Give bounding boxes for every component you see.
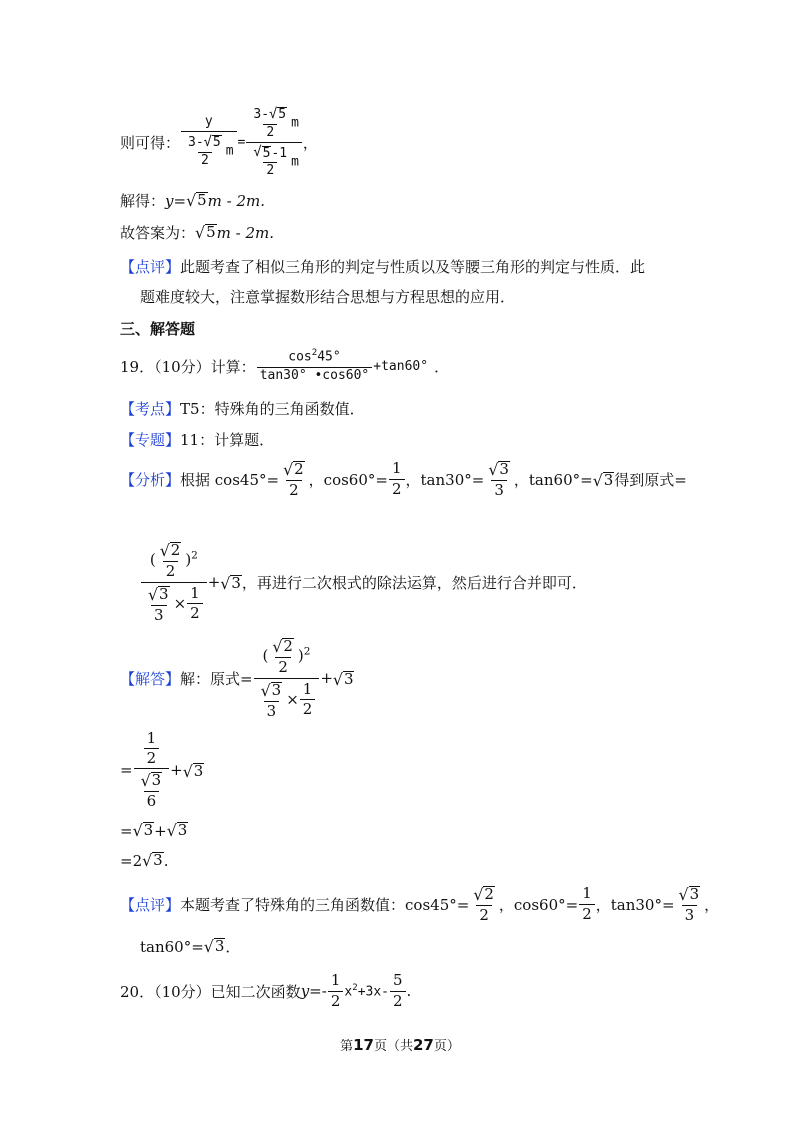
question-19: 19．（10分）计算： $\frac{\cos^245^\circ}{\tan 30^\circ •\cos 60^\circ}$ +tan60° ． bbox=[120, 348, 450, 383]
answer-line: 故答案为： √ 5 m - 2m. bbox=[120, 223, 274, 242]
step-4: =2 √ 3 . bbox=[120, 851, 169, 870]
q19-fraction: $\frac{\cos^245^\circ}{\tan 30^\circ •\cos 60^\circ}$ bbox=[257, 348, 373, 383]
fraction-left-numerator: y bbox=[204, 114, 213, 130]
review-2-line-1: 【点评】 本题考查了特殊角的三角函数值：cos45°= √ 2 2 ，cos60°= $\frac{1}{2}$ ，tan30°= √ 3 3 ， bbox=[120, 884, 720, 924]
step-2: = $\frac{1}{2}$ √ 3 6 + √ 3 bbox=[120, 728, 204, 811]
review-tag: 【点评】 bbox=[120, 258, 181, 276]
zhuanti-line: 【专题】11：计算题． bbox=[120, 431, 275, 449]
sqrt-sign: √ 5 bbox=[186, 191, 207, 210]
fenxi-continuation: ( √ 2 2 )$^2$ √ 3 3 × $\frac{1}{2}$ + √ 3 ，再进行二次根式的除法运算，然后进行合并即可． bbox=[140, 540, 587, 624]
review-2-line-2: tan60°= √ 3 ． bbox=[140, 937, 241, 956]
page-footer: 第17页（共27页） bbox=[340, 1036, 460, 1054]
review-1-line-1: 【点评】此题考查了相似三角形的判定与性质以及等腰三角形的判定与性质．此 bbox=[120, 258, 646, 276]
question-20: 20．（10分）已知二次函数 y = - $\frac{1}{2}$ $x^2+3x-$ $\frac{5}{2}$ . bbox=[120, 971, 412, 1010]
equals-sign: = bbox=[237, 134, 246, 150]
section-title: 三、解答题 bbox=[120, 320, 196, 338]
fenxi-line: 【分析】 根据 cos45°= √ 2 2 ，cos60°= $\frac{1}{2}$ ，tan30°= √ 3 3 ，tan60°= √ 3 得到原式= bbox=[120, 459, 687, 499]
page-total: 27 bbox=[413, 1036, 434, 1054]
line1-prefix: 则可得： bbox=[120, 133, 181, 152]
compound-fraction: ( √ 2 2 )$^2$ √ 3 3 × $\frac{1}{2}$ bbox=[141, 540, 207, 624]
fraction-right: 3- √ 5 2 m √ 5 -1 2 m bbox=[246, 105, 302, 180]
kaodian-line: 【考点】T5：特殊角的三角函数值． bbox=[120, 400, 365, 418]
jieda-line: 【解答】 解：原式= ( √ 2 2 )$^2$ √ 3 3 × $\frac{1}{2}$ + √ 3 bbox=[120, 637, 354, 720]
step-3: = √ 3 + √ 3 bbox=[120, 821, 188, 840]
solve-line: 解得：y= √ 5 m - 2m. bbox=[120, 191, 266, 210]
page-number: 17 bbox=[353, 1036, 374, 1054]
inner-fraction: 3- √ 5 2 bbox=[188, 134, 221, 168]
equation-line-1: 则可得： y 3- √ 5 2 m = 3- √ 5 2 m √ 5 -1 2 m ， bbox=[120, 105, 318, 179]
fraction-left-denominator: 3- √ 5 2 m bbox=[181, 131, 237, 169]
sqrt-sign: √ 5 bbox=[203, 134, 221, 151]
sqrt-sign: √ 5 bbox=[195, 223, 216, 242]
sqrt-sign: √ 5 bbox=[253, 144, 271, 161]
review-1-line-2: 题难度较大，注意掌握数形结合思想与方程思想的应用． bbox=[140, 288, 516, 306]
fraction-left bbox=[181, 115, 237, 169]
sqrt-sign: √ 5 bbox=[269, 105, 287, 122]
